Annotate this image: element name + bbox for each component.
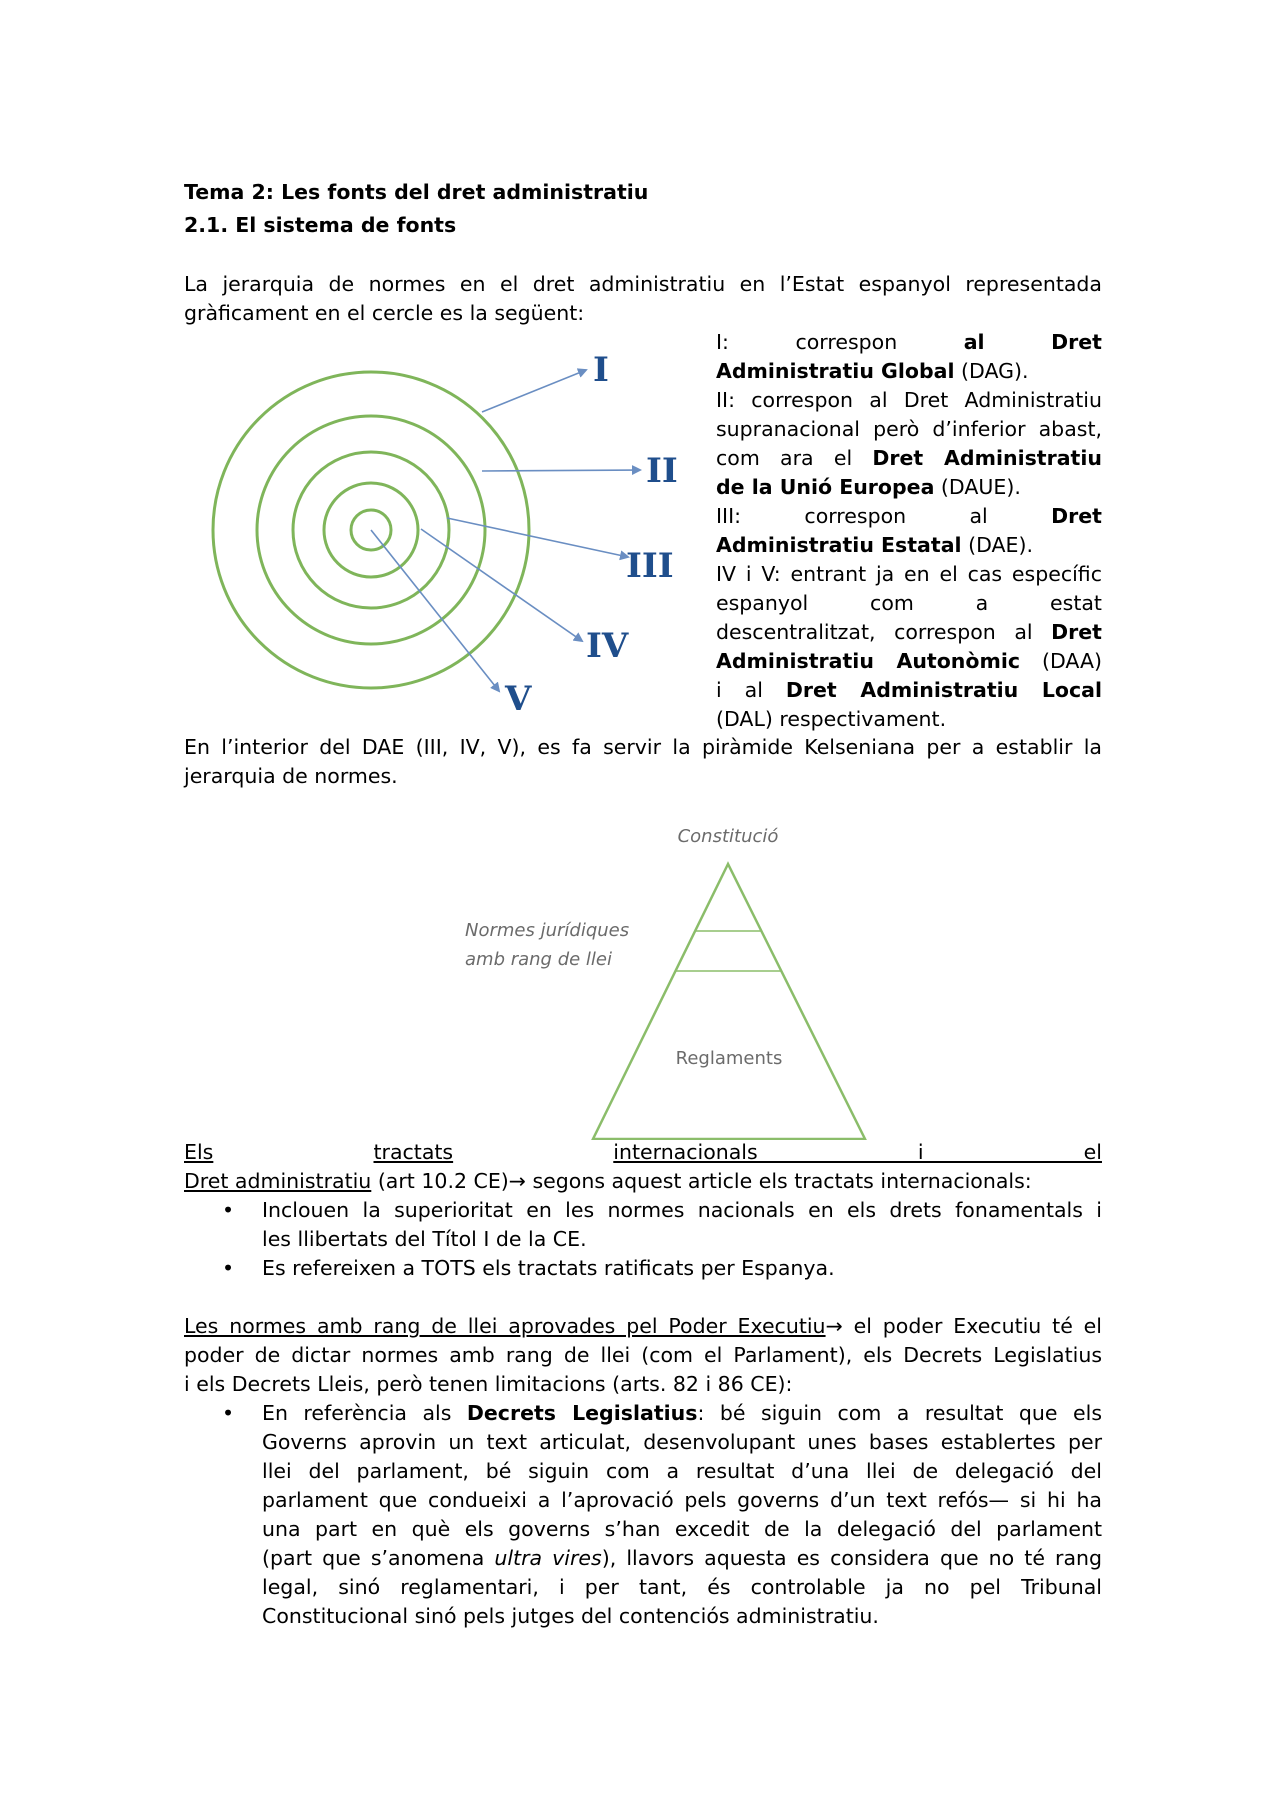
- arrow-v: [371, 530, 499, 691]
- list-item: • Inclouen la superioritat en les normes nacionals en els drets fonamentals i les llibertats del Títol I de la CE.: [222, 1198, 1102, 1251]
- pyramid-bottom-label: Reglaments: [675, 1048, 783, 1069]
- kelsen-pyramid-figure: [455, 820, 895, 1140]
- list-item: • Es refereixen a TOTS els tractats ratificats per Espanya.: [222, 1256, 835, 1280]
- page-title: Tema 2: Les fonts del dret administratiu: [184, 180, 649, 204]
- pyramid-top-label: Constitució: [677, 826, 779, 847]
- dae-line-2: jerarquia de normes.: [184, 764, 398, 788]
- pyramid-outline: [593, 864, 865, 1139]
- intro-line-2: gràficament en el cercle es la següent:: [184, 301, 585, 325]
- label-i: I: [593, 350, 609, 390]
- tractats-section: Els tractats internacionals i el Dret administratiu (art 10.2 CE)→ segons aquest article els tractats internacionals: • Inclouen la superioritat en les normes nacionals en els drets fonamentals i les llibertats del Títol I de la CE. • Es refereixen a TOTS els tractats ratificats per Espanya.: [184, 1138, 1102, 1283]
- section-heading: 2.1. El sistema de fonts: [184, 213, 457, 237]
- concentric-circles-figure: [200, 340, 690, 720]
- dae-line-1: En l’interior del DAE (III, IV, V), es fa servir la piràmide Kelseniana per a establir la: [184, 735, 1102, 759]
- list-item: • En referència als Decrets Legislatius: bé siguin com a resultat que els Governs aprovin un text articulat, desenvolupant unes bases establertes per llei del parlament, bé siguin com a resultat d’una llei de delegació del parlament que condueixi a l’aprovació pels governs d’un text refós— si hi ha una part en què els governs s’han excedit de la delegació del parlament (part que s’anomena ultra vires), llavors aquesta es considera que no té rang legal, sinó reglamentari, i per tant, és controlable ja no pel Tribunal Constitucional sinó pels jutges del contenciós administratiu.: [222, 1401, 1103, 1628]
- arrow-iii: [447, 518, 628, 557]
- intro-line-1: La jerarquia de normes en el dret administratiu en l’Estat espanyol representada: [184, 272, 1102, 296]
- label-iv: IV: [586, 626, 629, 666]
- normes-section: Les normes amb rang de llei aprovades pel Poder Executiu→ el poder Executiu té el poder de dictar normes amb rang de llei (com el Parlament), els Decrets Legislatius i els Decrets Lleis, però tenen limitacions (arts. 82 i 86 CE): • En referència als Decrets Legislatius: bé siguin com a resultat que els Governs aprovin un text articulat, desenvolupant unes bases establertes per llei del parlament, bé siguin com a resultat d’una llei de delegació del parlament que condueixi a l’aprovació pels governs d’un text refós— si hi ha una part en què els governs s’han excedit de la delegació del parlament (part que s’anomena ultra vires), llavors aquesta es considera que no té rang legal, sinó reglamentari, i per tant, és controlable ja no pel Tribunal Constitucional sinó pels jutges del contenciós administratiu.: [184, 1312, 1102, 1631]
- label-ii: II: [646, 451, 678, 491]
- pyramid-middle-label-1: Normes jurídiques: [465, 920, 630, 941]
- arrow-i: [482, 370, 586, 412]
- label-iii: III: [626, 546, 674, 586]
- arrow-ii: [482, 470, 640, 471]
- side-text: I: correspon al Dret Administratiu Global (DAG). II: correspon al Dret Administratiu supranacional però d’inferior abast, com ara el Dret Administratiu de la Unió Europea (DAUE). III: correspon al Dret Administratiu Estatal (DAE). IV i V: entrant ja en el cas específic espanyol com a estat descentralitzat, correspon al Dret Administratiu Autonòmic (DAA) i al Dret Administratiu Local (DAL) respectivament.: [716, 330, 1102, 731]
- pyramid-middle-label-2: amb rang de llei: [465, 949, 612, 970]
- label-v: V: [505, 679, 532, 719]
